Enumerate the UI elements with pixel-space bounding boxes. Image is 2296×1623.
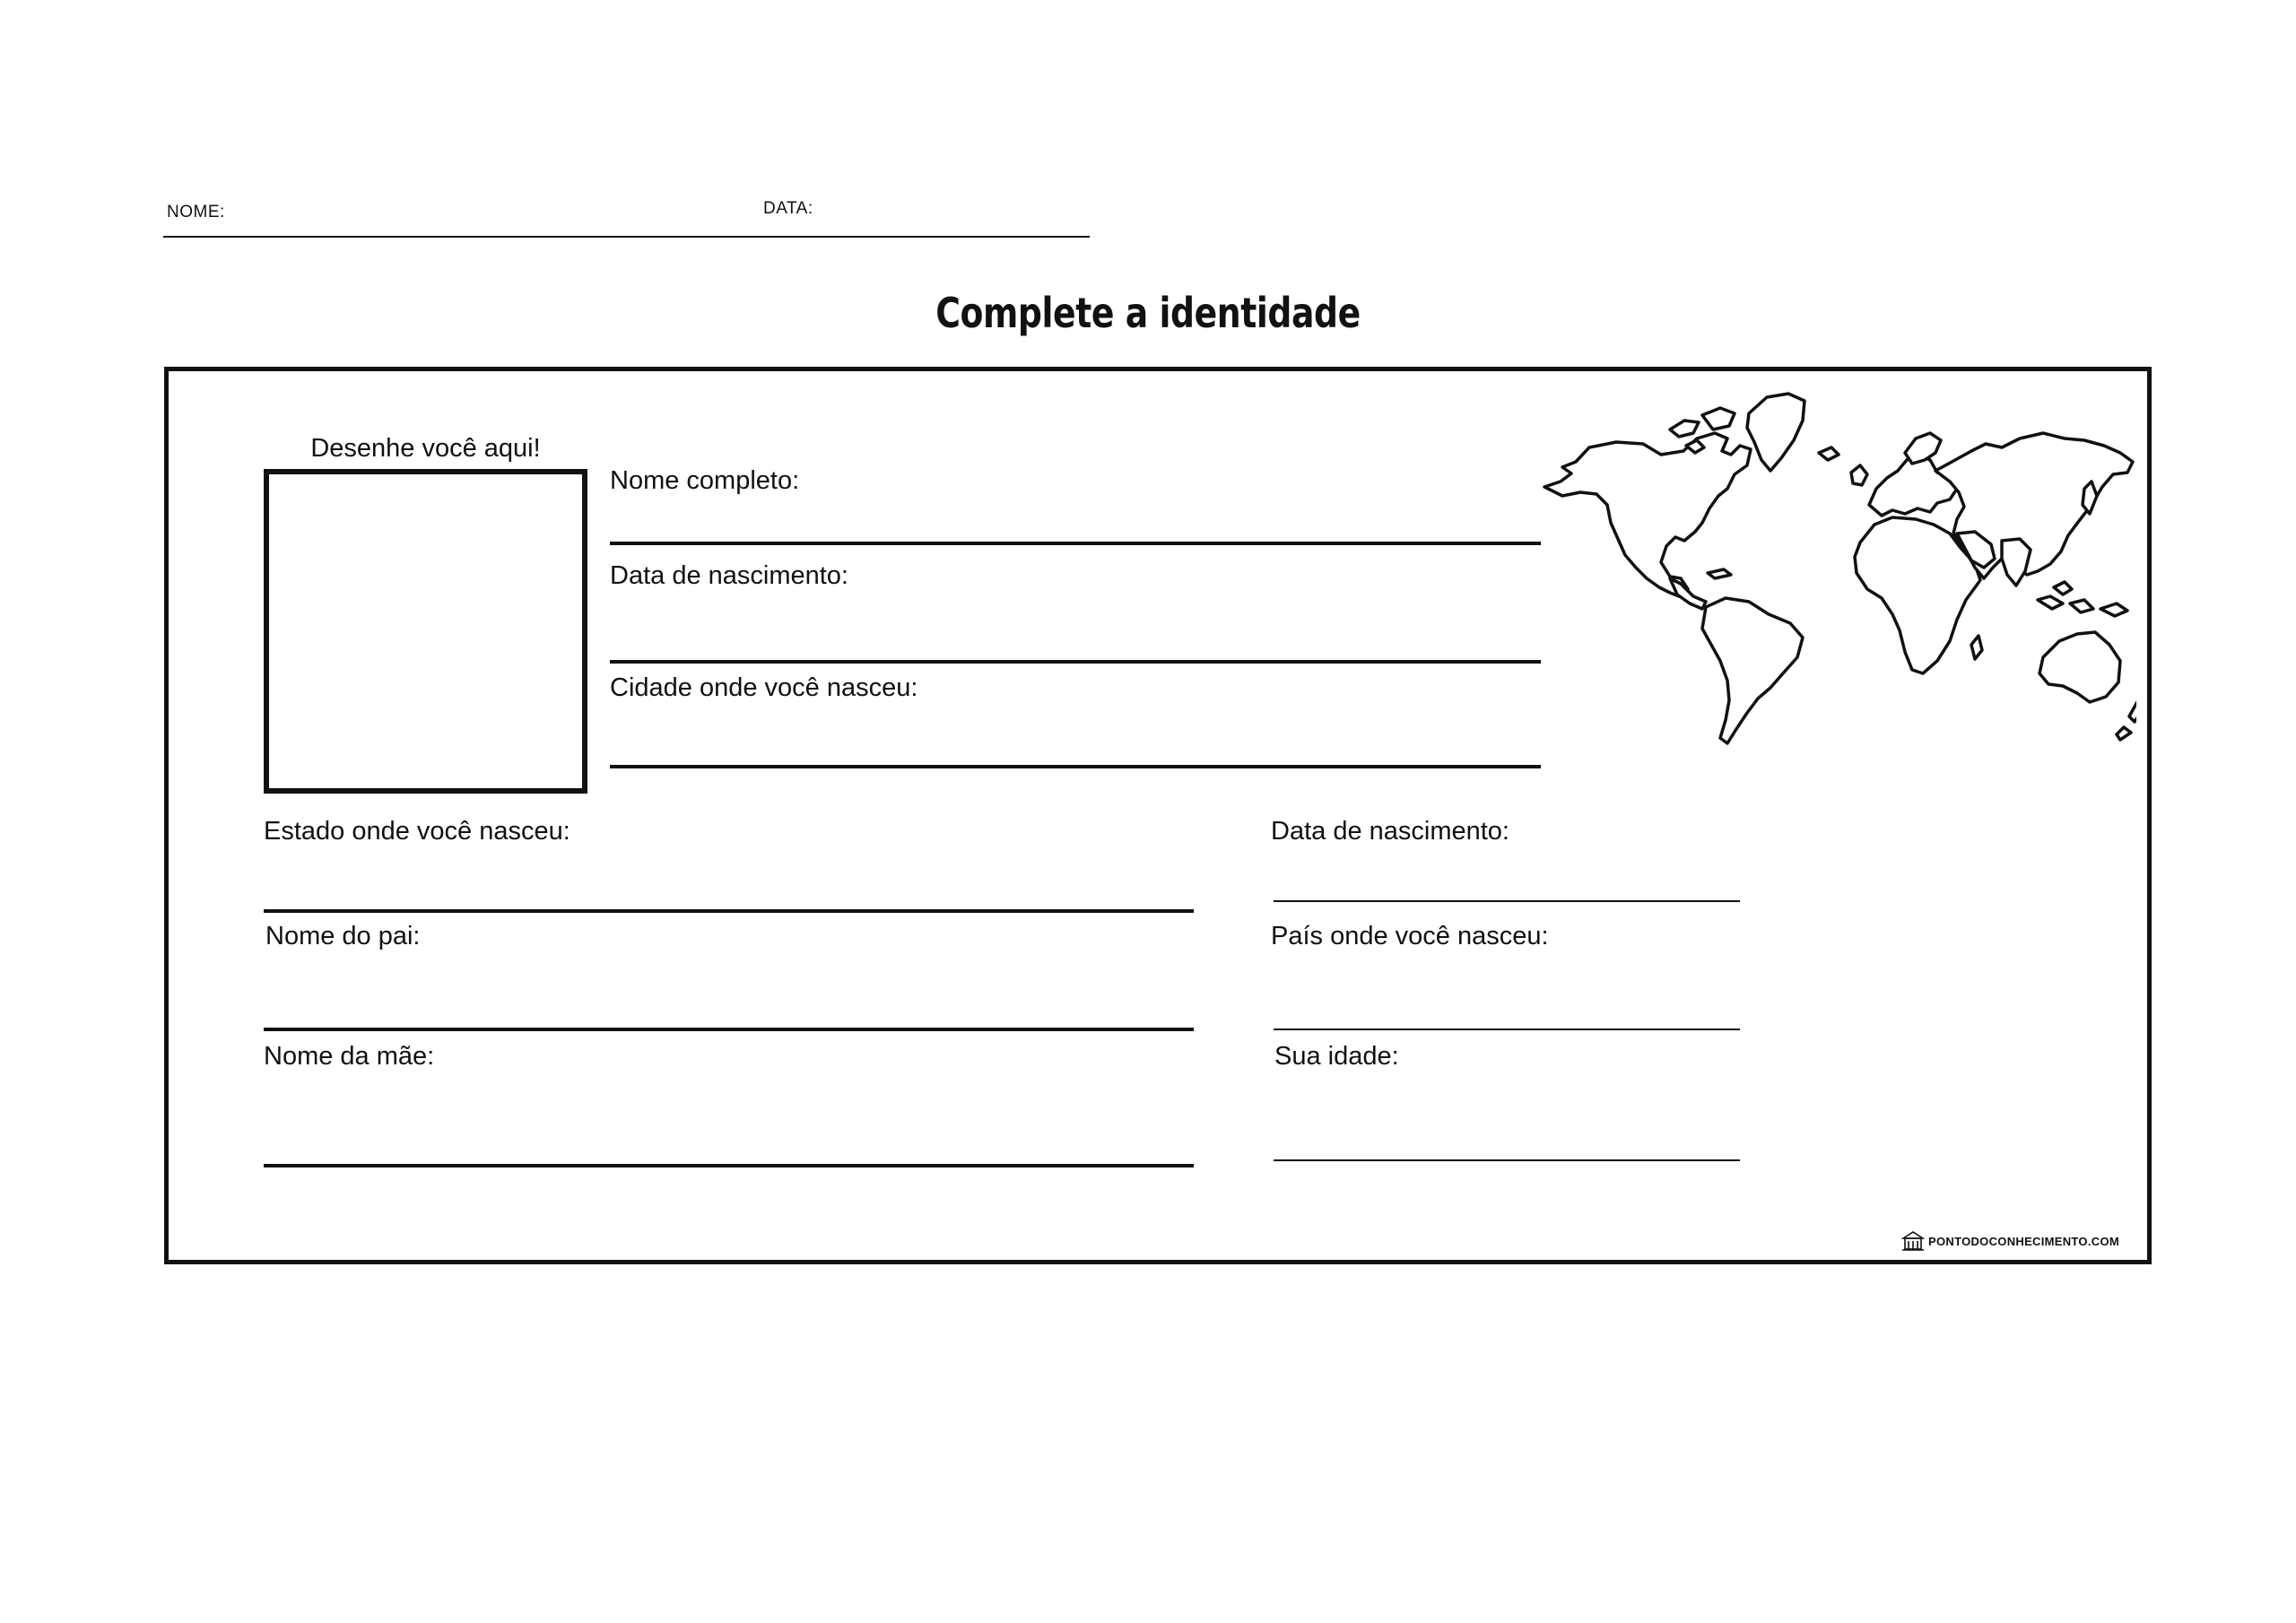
birth-state-label: Estado onde você nasceu:: [264, 817, 570, 846]
brand-text: PONTODOCONHECIMENTO.COM: [1928, 1234, 2119, 1248]
name-label: NOME:: [167, 203, 225, 221]
mother-name-label: Nome da mãe:: [264, 1042, 435, 1071]
birth-date-2-line[interactable]: [1274, 900, 1740, 902]
birth-city-line[interactable]: [610, 765, 1541, 768]
father-name-line[interactable]: [264, 1028, 1194, 1031]
school-building-icon: [1901, 1230, 1925, 1252]
date-label: DATA:: [763, 199, 813, 218]
birth-date-2-label: Data de nascimento:: [1271, 817, 1509, 846]
birth-city-label: Cidade onde você nasceu:: [610, 673, 918, 702]
age-line[interactable]: [1274, 1159, 1740, 1161]
birth-date-line[interactable]: [610, 660, 1541, 664]
birth-state-line[interactable]: [264, 909, 1194, 913]
photo-caption: Desenhe você aqui!: [310, 434, 541, 463]
birth-country-line[interactable]: [1274, 1028, 1740, 1030]
mother-name-line[interactable]: [264, 1164, 1194, 1167]
father-name-label: Nome do pai:: [265, 922, 421, 950]
header-write-line[interactable]: [163, 236, 1090, 238]
page-title: Complete a identidade: [935, 289, 1361, 337]
full-name-line[interactable]: [610, 542, 1541, 545]
birth-date-label: Data de nascimento:: [610, 561, 848, 590]
full-name-label: Nome completo:: [610, 466, 800, 495]
age-label: Sua idade:: [1274, 1042, 1399, 1071]
birth-country-label: País onde você nasceu:: [1271, 922, 1549, 950]
brand-mark: [1901, 1230, 2119, 1252]
world-map-icon: [1535, 388, 2136, 747]
drawing-box[interactable]: [264, 469, 587, 794]
